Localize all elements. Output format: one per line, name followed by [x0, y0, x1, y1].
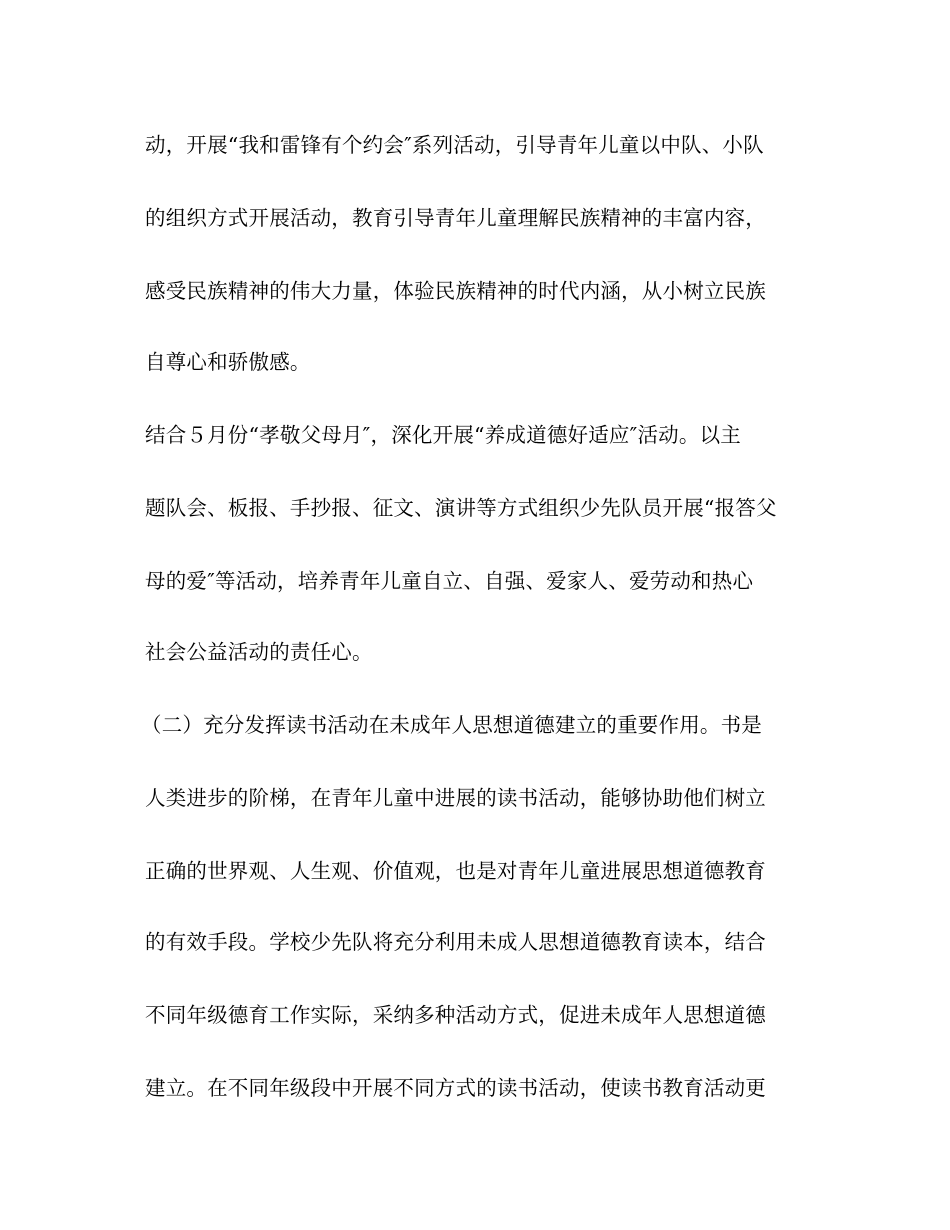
text-line: 母的爱″等活动，培养青年儿童自立、自强、爱家人、爱劳动和热心: [145, 569, 754, 593]
text-line: 动，开展“我和雷锋有个约会″系列活动，引导青年儿童以中队、小队: [145, 133, 764, 157]
text-line: 人类进步的阶梯，在青年儿童中进展的读书活动，能够协助他们树立: [145, 786, 766, 810]
text-line: 自尊心和骄傲感。: [145, 350, 311, 374]
section-heading-line: （二）充分发挥读书活动在未成年人思想道德建立的重要作用。书是: [141, 713, 762, 737]
text-line: 不同年级德育工作实际，采纳多种活动方式，促进未成年人思想道德: [145, 1003, 766, 1027]
text-line: 感受民族精神的伟大力量，体验民族精神的时代内涵，从小树立民族: [145, 279, 766, 303]
text-line: 正确的世界观、人生观、价值观，也是对青年儿童进展思想道德教育: [145, 859, 766, 883]
text-line: 的组织方式开展活动，教育引导青年儿童理解民族精神的丰富内容，: [145, 206, 766, 230]
text-line: 建立。在不同年级段中开展不同方式的读书活动，使读书教育活动更: [145, 1076, 766, 1100]
text-line: 社会公益活动的责任心。: [145, 640, 373, 664]
text-line: 题队会、板报、手抄报、征文、演讲等方式组织少先队员开展“报答父: [145, 496, 777, 520]
text-line: 结合５月份“孝敬父母月″，深化开展“养成道德好适应″活动。以主: [145, 423, 741, 447]
text-line: 的有效手段。学校少先队将充分利用未成人思想道德教育读本，结合: [145, 930, 766, 954]
